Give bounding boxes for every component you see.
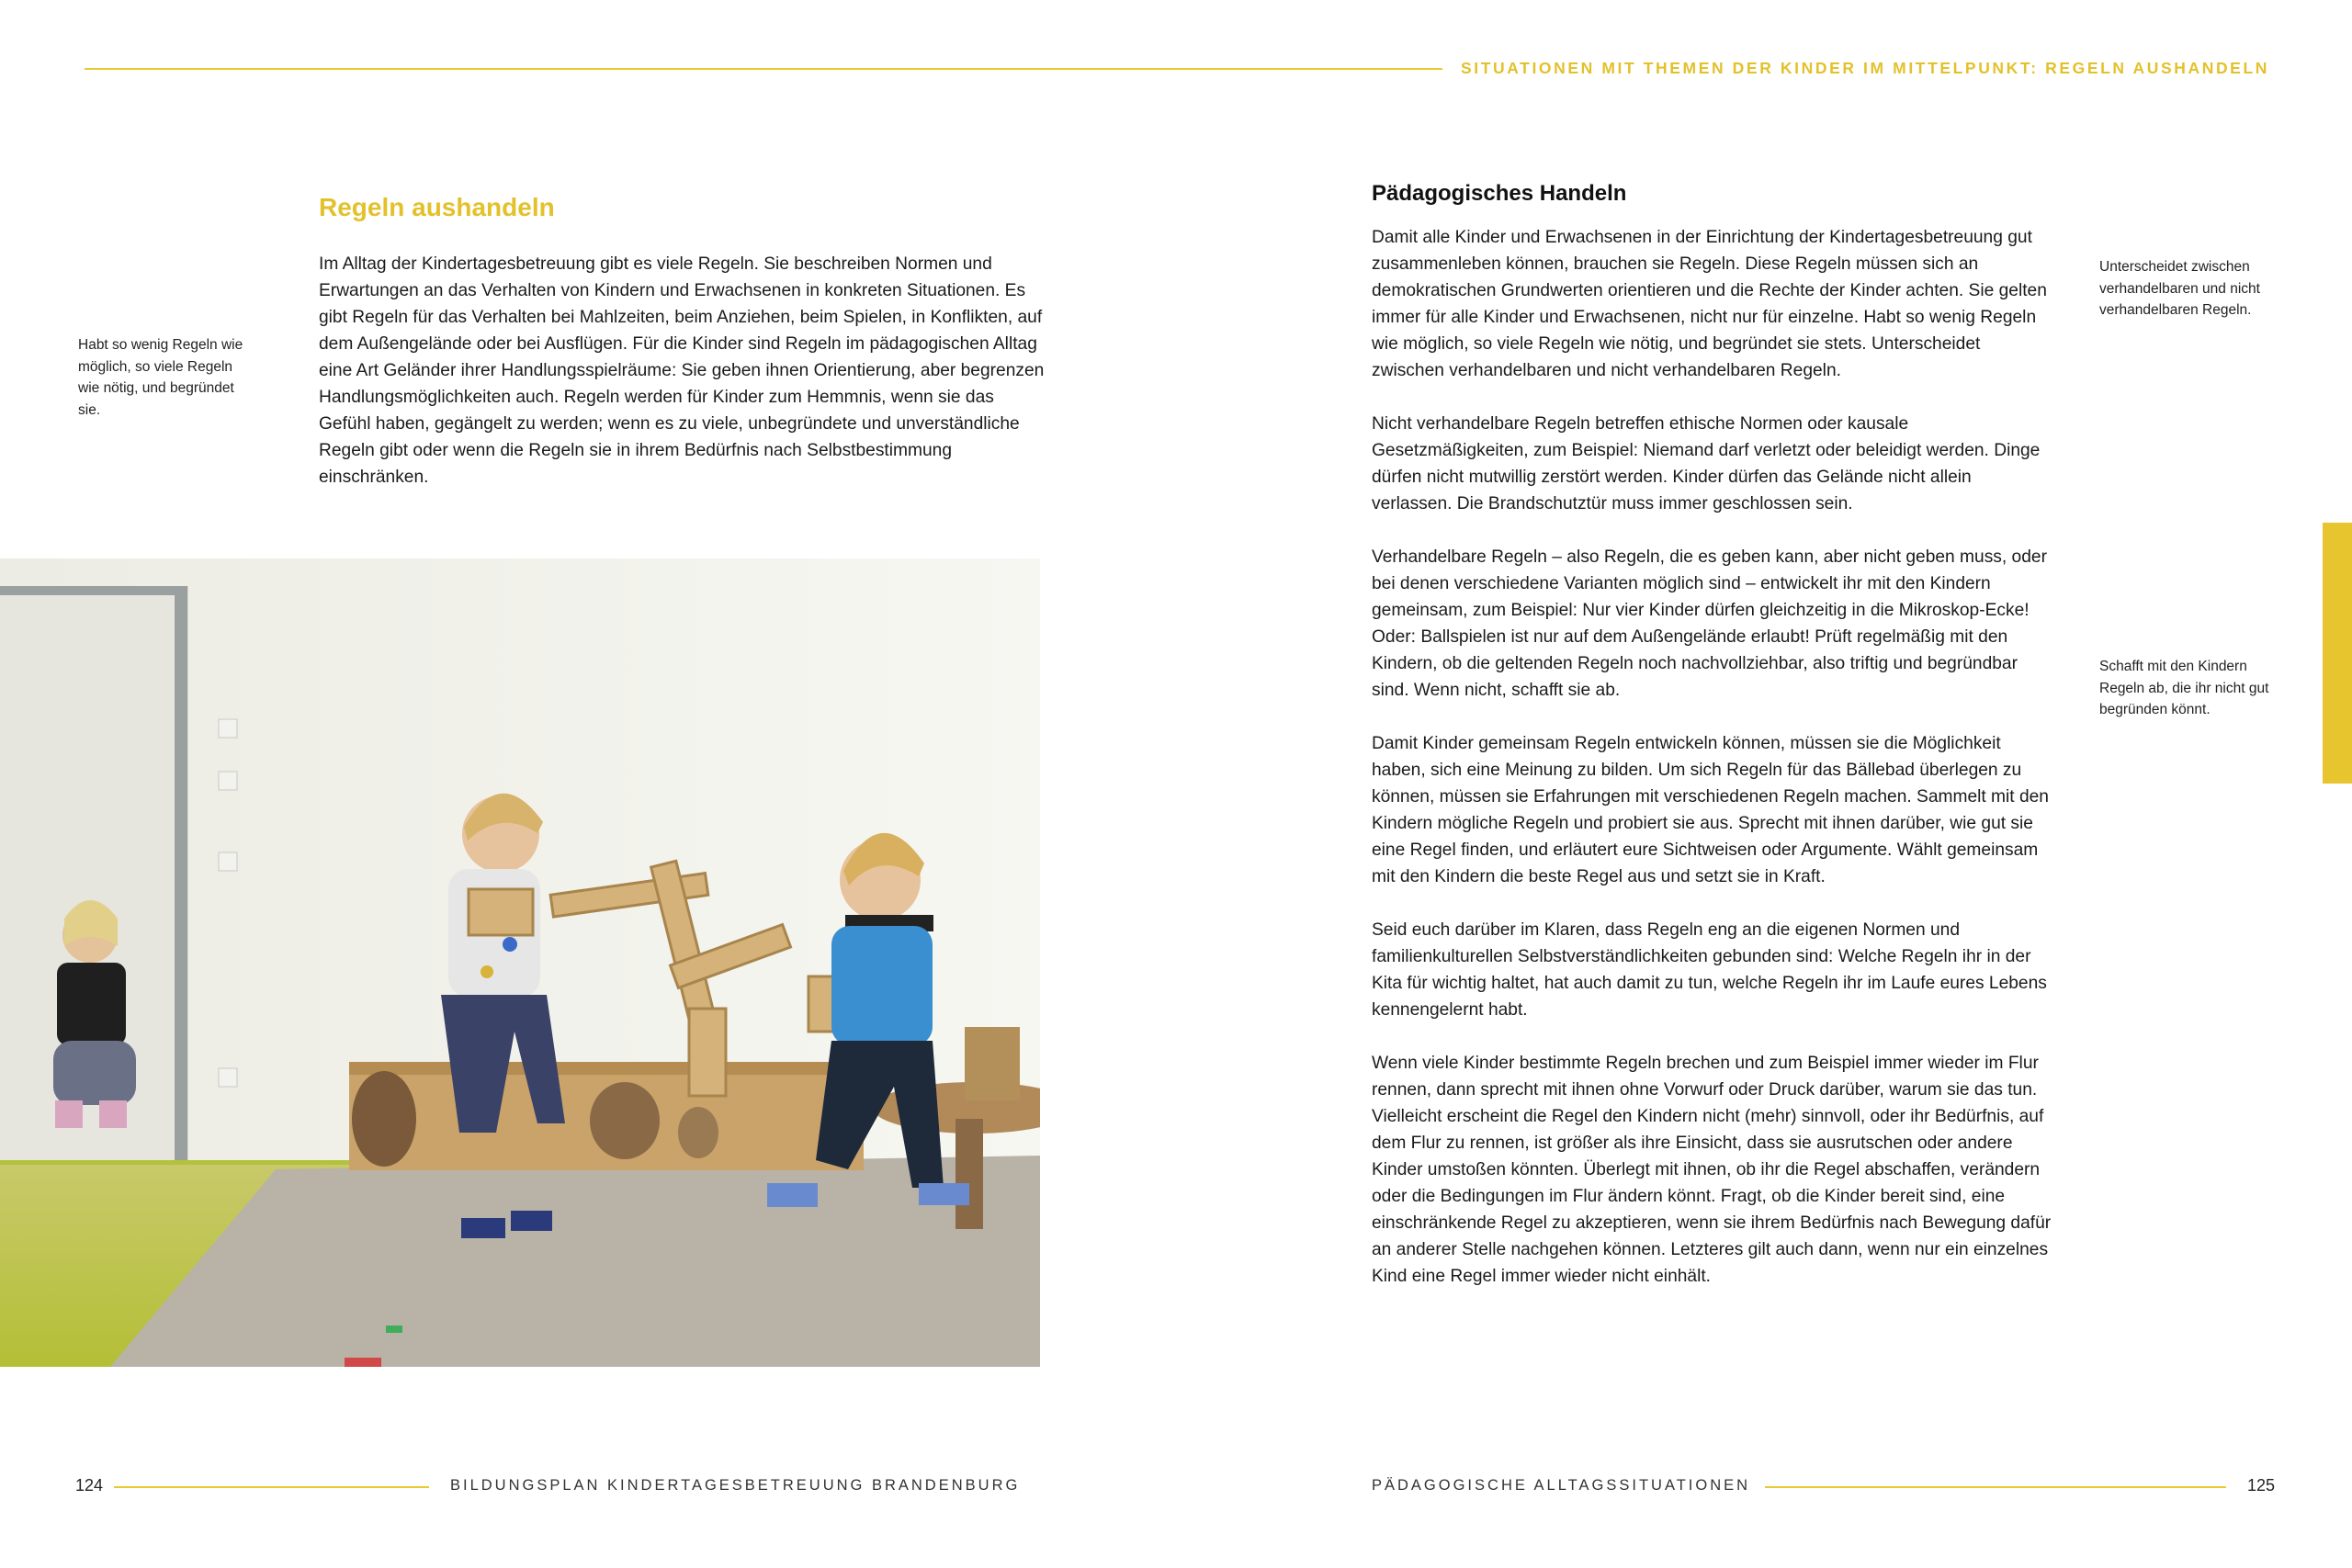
header-rule	[85, 68, 1442, 70]
margin-note-right-1: Unterscheidet zwischen verhandelbaren und nicht verhandelbaren Regeln.	[2099, 259, 2260, 318]
page-number-right: 125	[2247, 1476, 2276, 1495]
margin-note-right-2: Schafft mit den Kindern Regeln ab, die ihr nicht gut begründen könnt.	[2099, 659, 2269, 717]
footer-title-right: PÄDAGOGISCHE ALLTAGSSITUATIONEN	[1372, 1477, 1751, 1494]
intro-text: Im Alltag der Kindertagesbetreuung gibt es viele Regeln. Sie beschreiben Normen und Erwartungen an das Verhalten von Kindern und Erwachsenen in konkreten Situationen. Es gibt Regeln für das Verhalten bei Mahlzeiten, beim Anziehen, beim Spielen, in Konflikten, auf dem Außengelände oder bei Ausflügen. Für die Kinder sind Regeln im pädagogischen Alltag eine Art Geländer ihrer Handlungsspielräume: Sie geben ihnen Orientierung, aber begrenzen Handlungsmöglichkeiten auch. Regeln werden für Kinder zum Hemmnis, wenn sie das Gefühl haben, gegängelt zu werden; wenn es zu viele, unbegründete und unverständliche Regeln gibt oder wenn die Regeln sie in ihrem Bedürfnis nach Selbstbestimmung einschränken.	[319, 254, 1045, 487]
paragraph-4: Damit Kinder gemeinsam Regeln entwickeln können, müssen sie die Möglichkeit haben, sich eine Meinung zu bilden. Um sich Regeln für das Bällebad überlegen zu können, müssen sie Erfahrungen mit verschiedenen Regeln machen. Sammelt mit den Kindern mögliche Regeln und probiert sie aus. Sprecht mit ihnen darüber, wie gut sie eine Regel finden, und erläutert eure Sichtweisen oder Argumente. Wählt gemeinsam mit den Kindern die beste Regel aus und setzt sie in Kraft.	[1372, 734, 2049, 886]
section-heading: Regeln aushandeln	[319, 193, 555, 221]
photo-children-playing	[0, 558, 1040, 1367]
footer-rule-right	[1765, 1486, 2226, 1488]
right-body	[1372, 224, 2056, 1290]
paragraph-5: Seid euch darüber im Klaren, dass Regeln eng an die eigenen Normen und familienkulturellen Selbstverständlichkeiten gebunden sind: Welche Regeln ihr in der Kita für wichtig haltet, hat auch damit zu tun, welche Regeln ihr im Laufe eures Lebens kennengelernt habt.	[1372, 920, 2047, 1020]
paragraph-1: Damit alle Kinder und Erwachsenen in der Einrichtung der Kindertagesbetreuung gut zusammenleben können, brauchen sie Regeln. Diese Regeln müssen sich an demokratischen Grundwerten orientieren und die Rechte der Kinder achten. Sie gelten immer für alle Kinder und Erwachsenen, nicht nur für einzelne. Habt so wenig Regeln wie möglich, so viele Regeln wie nötig, und begründet sie stets. Unterscheidet zwischen verhandelbaren und nicht verhandelbaren Regeln.	[1372, 228, 2047, 380]
page-number-left: 124	[75, 1476, 104, 1495]
footer-title-left: BILDUNGSPLAN KINDERTAGESBETREUUNG BRANDENBURG	[450, 1477, 1021, 1494]
intro-paragraph	[319, 251, 1045, 491]
footer-rule-left	[114, 1486, 429, 1488]
paragraph-3: Verhandelbare Regeln – also Regeln, die es geben kann, aber nicht geben muss, oder bei denen verschiedene Varianten möglich sind – entwickelt ihr mit den Kindern gemeinsam, zum Beispiel: Nur vier Kinder dürfen gleichzeitig in die Mikroskop-Ecke! Oder: Ballspielen ist nur auf dem Außengelände erlaubt! Prüft regelmäßig mit den Kindern, ob die geltenden Regeln noch nachvollziehbar, also triftig und begründbar sind. Wenn nicht, schafft sie ab.	[1372, 547, 2047, 700]
margin-note-left: Habt so wenig Regeln wie möglich, so viele Regeln wie nötig, und begründet sie.	[78, 337, 243, 418]
paragraph-2: Nicht verhandelbare Regeln betreffen ethische Normen oder kausale Gesetzmäßigkeiten, zum Beispiel: Niemand darf verletzt oder beleidigt werden. Dinge dürfen nicht mutwillig zerstört werden. Kinder dürfen das Gelände nicht allein verlassen. Die Brandschutztür muss immer geschlossen sein.	[1372, 414, 2041, 513]
photo-illustration	[0, 558, 1040, 1367]
running-title: SITUATIONEN MIT THEMEN DER KINDER IM MITTELPUNKT: REGELN AUSHANDELN	[1460, 59, 2269, 77]
paragraph-6: Wenn viele Kinder bestimmte Regeln brechen und zum Beispiel immer wieder im Flur rennen, dann sprecht mit ihnen ohne Vorwurf oder Druck darüber, warum sie das tun. Vielleicht erscheint die Regel den Kindern nicht (mehr) sinnvoll, oder ihr Bedürfnis, auf dem Flur zu rennen, ist größer als ihre Einsicht, dass sie ausrutschen oder andere Kinder umstoßen könnten. Überlegt mit ihnen, ob ihr die Regel abschaffen, verändern oder die Bedingungen im Flur ändern könnt. Fragt, ob die Kinder bereit sind, eine einschränkende Regel zu akzeptieren, wenn sie ihrem Bedürfnis nach Bewegung dafür an anderer Stelle nachgehen können. Letzteres gilt auch dann, wenn nur ein einzelnes Kind eine Regel immer wieder nicht einhält.	[1372, 1054, 2052, 1286]
section-subheading: Pädagogisches Handeln	[1372, 181, 1627, 206]
chapter-side-tab	[2323, 523, 2352, 784]
